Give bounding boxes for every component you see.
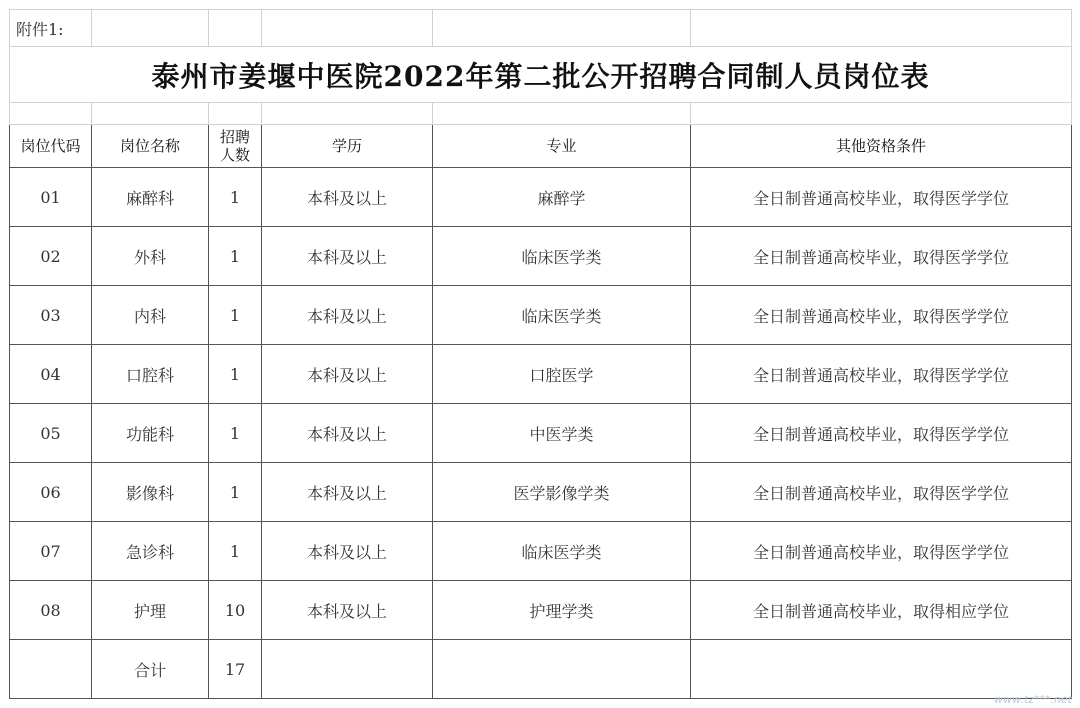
cell-major: 临床医学类 — [433, 522, 691, 581]
cell-name: 急诊科 — [92, 522, 209, 581]
cell-name: 外科 — [92, 227, 209, 286]
cell-count: 1 — [209, 345, 262, 404]
cell-count: 10 — [209, 581, 262, 640]
cell-other: 全日制普通高校毕业，取得医学学位 — [691, 227, 1072, 286]
total-label: 合计 — [92, 640, 209, 699]
header-count — [209, 125, 262, 168]
cell-major: 中医学类 — [433, 404, 691, 463]
cell-name: 功能科 — [92, 404, 209, 463]
table-row — [10, 227, 1072, 286]
cell-name: 影像科 — [92, 463, 209, 522]
header-education: 学历 — [262, 125, 433, 168]
cell-education: 本科及以上 — [262, 345, 433, 404]
cell-major: 医学影像学类 — [433, 463, 691, 522]
cell-name: 口腔科 — [92, 345, 209, 404]
job-table — [9, 9, 1072, 699]
title-row — [10, 47, 1072, 103]
cell-name: 内科 — [92, 286, 209, 345]
cell-other: 全日制普通高校毕业，取得医学学位 — [691, 522, 1072, 581]
table-row — [10, 168, 1072, 227]
cell-other: 全日制普通高校毕业，取得相应学位 — [691, 581, 1072, 640]
header-code: 岗位代码 — [10, 125, 92, 168]
table-row — [10, 345, 1072, 404]
header-major: 专业 — [433, 125, 691, 168]
attachment-label: 附件1: — [10, 10, 92, 47]
cell-education: 本科及以上 — [262, 522, 433, 581]
cell-major: 麻醉学 — [433, 168, 691, 227]
cell-major: 口腔医学 — [433, 345, 691, 404]
table-row — [10, 522, 1072, 581]
cell-education: 本科及以上 — [262, 581, 433, 640]
cell-count: 1 — [209, 227, 262, 286]
cell-count: 1 — [209, 404, 262, 463]
cell-count: 1 — [209, 168, 262, 227]
cell-major: 护理学类 — [433, 581, 691, 640]
cell-education: 本科及以上 — [262, 404, 433, 463]
cell-code: 02 — [10, 227, 92, 286]
table-header-row — [10, 125, 1072, 168]
total-count: 17 — [209, 640, 262, 699]
header-other: 其他资格条件 — [691, 125, 1072, 168]
table-row — [10, 581, 1072, 640]
watermark: www.tz***.net — [994, 693, 1072, 706]
page-title: 泰州市姜堰中医院2022年第二批公开招聘合同制人员岗位表 — [10, 47, 1072, 103]
header-count-line1: 招聘 — [219, 128, 250, 146]
cell-other: 全日制普通高校毕业，取得医学学位 — [691, 404, 1072, 463]
total-row — [10, 640, 1072, 699]
cell-code: 06 — [10, 463, 92, 522]
header-count-line2: 人数 — [219, 146, 250, 164]
cell-education: 本科及以上 — [262, 463, 433, 522]
cell-code: 08 — [10, 581, 92, 640]
attachment-row — [10, 10, 1072, 47]
cell-other: 全日制普通高校毕业，取得医学学位 — [691, 345, 1072, 404]
cell-code: 04 — [10, 345, 92, 404]
cell-other: 全日制普通高校毕业，取得医学学位 — [691, 286, 1072, 345]
cell-code: 05 — [10, 404, 92, 463]
cell-count: 1 — [209, 463, 262, 522]
cell-name: 麻醉科 — [92, 168, 209, 227]
cell-major: 临床医学类 — [433, 286, 691, 345]
cell-count: 1 — [209, 522, 262, 581]
cell-code: 03 — [10, 286, 92, 345]
cell-code: 01 — [10, 168, 92, 227]
header-name: 岗位名称 — [92, 125, 209, 168]
cell-other: 全日制普通高校毕业，取得医学学位 — [691, 168, 1072, 227]
spacer-row — [10, 103, 1072, 125]
cell-education: 本科及以上 — [262, 168, 433, 227]
cell-name: 护理 — [92, 581, 209, 640]
cell-education: 本科及以上 — [262, 227, 433, 286]
cell-other: 全日制普通高校毕业，取得医学学位 — [691, 463, 1072, 522]
table-row — [10, 404, 1072, 463]
cell-count: 1 — [209, 286, 262, 345]
cell-code: 07 — [10, 522, 92, 581]
table-row — [10, 463, 1072, 522]
table-row — [10, 286, 1072, 345]
cell-education: 本科及以上 — [262, 286, 433, 345]
cell-major: 临床医学类 — [433, 227, 691, 286]
